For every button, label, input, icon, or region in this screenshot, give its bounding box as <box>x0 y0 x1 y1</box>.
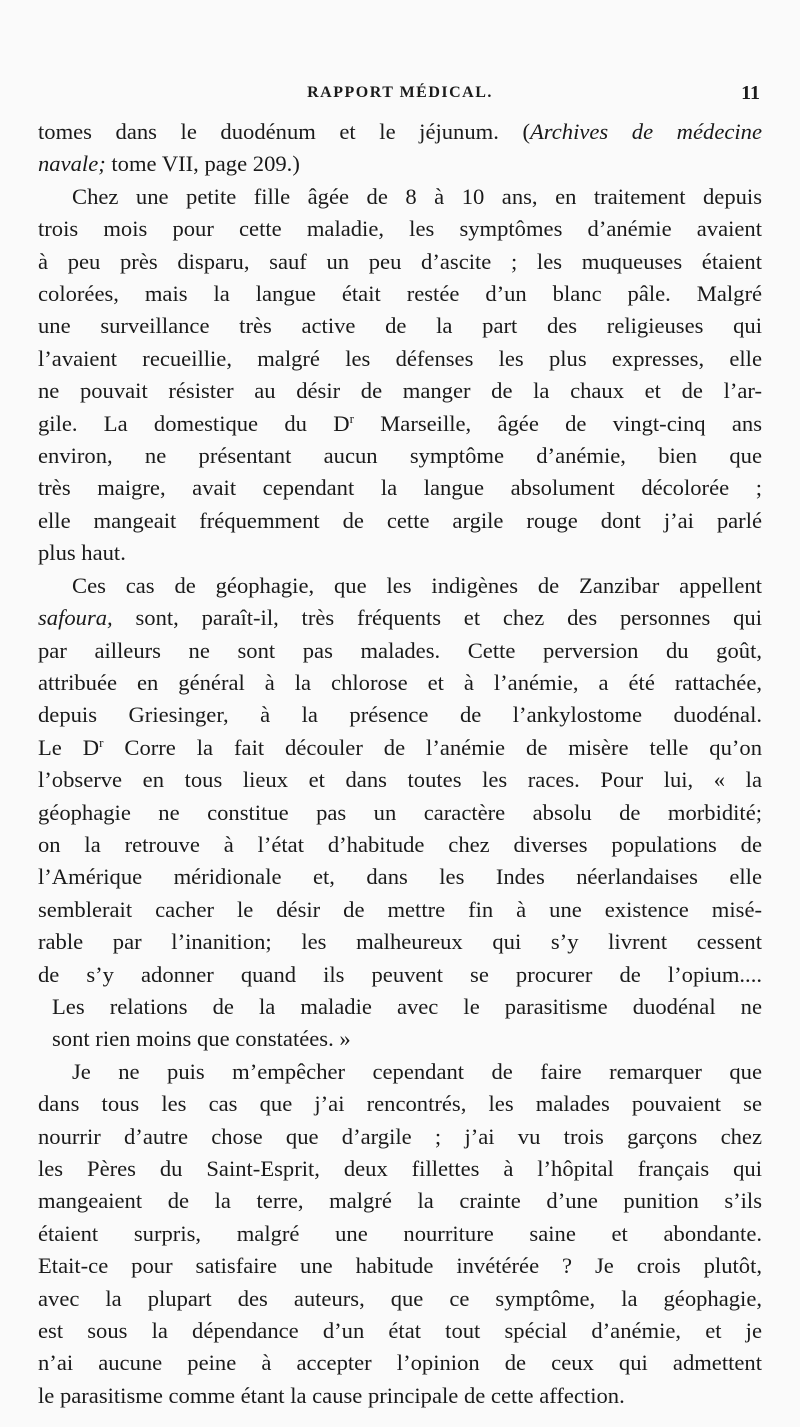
italic-text: Archives de médecine <box>529 119 762 144</box>
text-line: Etait-ce pour satisfaire une habitude invétérée ? Je crois plutôt, <box>38 1253 762 1279</box>
text-line: avec la plupart des auteurs, que ce symptôme, la géophagie, <box>38 1285 762 1311</box>
text-line: Le $D^r$ Corre la fait découler de l’anémie de misère telle qu’on <box>38 734 763 760</box>
text-line: depuis Griesinger, à la présence de l’ankylostome duodénal. <box>38 702 762 728</box>
text-line: sont rien moins que constatées. » <box>52 1026 351 1052</box>
text-line: colorées, mais la langue était restée d’un blanc pâle. Malgré <box>38 281 762 307</box>
text-line: de s’y adonner quand ils peuvent se procurer de l’opium.... <box>38 961 762 987</box>
paragraph <box>38 181 762 570</box>
page-number: 11 <box>741 82 760 104</box>
italic-text: navale; <box>38 151 106 177</box>
text-line: le parasitisme comme étant la cause principale de cette affection. <box>38 1382 625 1408</box>
text-line: étaient surpris, malgré une nourriture saine et abondante. <box>38 1220 762 1246</box>
text-line: on la retrouve à l’état d’habitude chez diverses populations de <box>38 831 762 857</box>
paragraph <box>38 570 762 1056</box>
text-line: très maigre, avait cependant la langue absolument décolorée ; <box>38 475 762 501</box>
text-line: dans tous les cas que j’ai rencontrés, les malades pouvaient se <box>38 1091 762 1117</box>
text-line: les Pères du Saint-Esprit, deux fillettes à l’hôpital français qui <box>38 1156 762 1181</box>
text-line: tomes dans le duodénum et le jéjunum. (Archives de médecine <box>38 119 762 144</box>
text-line: Je ne puis m’empêcher cependant de faire remarquer que <box>72 1058 762 1084</box>
text-line: par ailleurs ne sont pas malades. Cette perversion du goût, <box>38 637 762 663</box>
text-line: mangeaient de la terre, malgré la crainte d’une punition s’ils <box>38 1188 762 1214</box>
text-line: géophagie ne constitue pas un caractère absolu de morbidité; <box>38 799 762 825</box>
text-line: à peu près disparu, sauf un peu d’ascite ; les muqueuses étaient <box>38 248 762 274</box>
text-line: Ces cas de géophagie, que les indigènes de Zanzibar appellent <box>72 572 762 598</box>
text-line: l’observe en tous lieux et dans toutes les races. Pour lui, « la <box>38 767 762 793</box>
text-line: nourrir d’autre chose que d’argile ; j’ai vu trois garçons chez <box>38 1123 762 1149</box>
text-line: Les relations de la maladie avec le parasitisme duodénal ne <box>52 993 762 1019</box>
text-line: trois mois pour cette maladie, les symptômes d’anémie avaient <box>38 216 762 242</box>
italic-text: safoura, <box>38 605 113 631</box>
text-line: elle mangeait fréquemment de cette argile rouge dont j’ai parlé <box>38 507 762 533</box>
text-line: l’avaient recueillie, malgré les défenses les plus expresses, elle <box>38 345 762 371</box>
text-line: plus haut. <box>38 540 126 566</box>
page-body <box>38 116 762 1412</box>
text-line: semblerait cacher le désir de mettre fin à une existence misé- <box>38 896 762 922</box>
text-line: une surveillance très active de la part des religieuses qui <box>38 313 762 339</box>
text-line: n’ai aucune peine à accepter l’opinion de ceux qui admettent <box>38 1350 762 1376</box>
text-line: gile. La domestique du $D^r$ Marseille, âgée de vingt-cinq ans <box>38 410 763 436</box>
running-title: RAPPORT MÉDICAL. <box>307 84 493 101</box>
text-line: Chez une petite fille âgée de 8 à 10 ans, en traitement depuis <box>72 183 762 209</box>
text-line: ne pouvait résister au désir de manger de la chaux et de l’ar- <box>38 378 762 404</box>
text-line: rable par l’inanition; les malheureux qui s’y livrent cessent <box>38 929 762 955</box>
text-line: est sous la dépendance d’un état tout spécial d’anémie, et je <box>38 1318 762 1344</box>
text-line: attribuée en général à la chlorose et à l’anémie, a été rattachée, <box>38 669 762 695</box>
page-header <box>38 80 762 106</box>
text-line: environ, ne présentant aucun symptôme d’anémie, bien que <box>38 443 762 469</box>
text-line: safoura, sont, paraît-il, très fréquents et chez des personnes qui <box>38 605 762 631</box>
text-line: navale; tome VII, page 209.) <box>38 151 300 177</box>
superscript: r <box>349 410 354 426</box>
paragraph <box>38 1056 762 1412</box>
text-line: l’Amérique méridionale et, dans les Indes néerlandaises elle <box>38 864 762 890</box>
superscript: r <box>99 734 104 750</box>
paragraph <box>38 116 762 181</box>
